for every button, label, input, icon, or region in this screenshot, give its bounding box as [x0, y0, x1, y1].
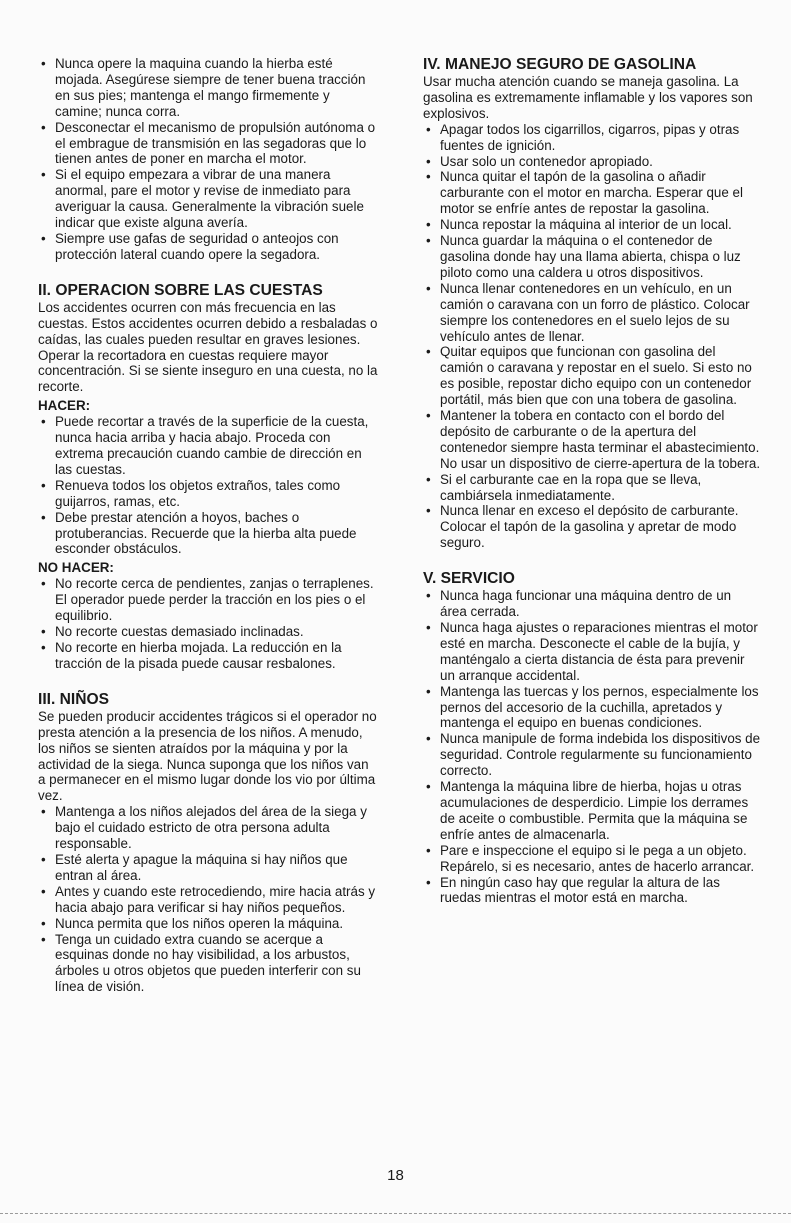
dont-list: [38, 576, 378, 671]
service-list: [423, 588, 761, 906]
list-item: • Pare e inspeccione el equipo si le pega a un objeto. Repárelo, si es necesario, antes de hacerlo arrancar.: [423, 843, 761, 875]
list-item: • Nunca haga ajustes o reparaciones mientras el motor esté en marcha. Desconecte el cable de la bujía, y manténgalo a cierta distancia de ésta para prevenir un arranque accidental.: [423, 620, 761, 684]
list-item: • Tenga un cuidado extra cuando se acerque a esquinas donde no hay visibilidad, a los arbustos, árboles u otros objetos que pueden interferir con su línea de visión.: [38, 932, 378, 996]
section-title-fuel: IV. MANEJO SEGURO DE GASOLINA: [423, 56, 697, 73]
list-item: • No recorte en hierba mojada. La reducción en la tracción de la pisada puede causar resbalones.: [38, 640, 378, 672]
list-item: • Siempre use gafas de seguridad o anteojos con protección lateral cuando opere la segadora.: [38, 231, 378, 263]
section-title-children: III. NIÑOS: [38, 690, 110, 708]
children-list: [38, 804, 378, 995]
right-column: [423, 56, 761, 906]
left-column: [38, 56, 378, 995]
section-text: Se pueden producir accidentes trágicos si el operador no presta atención a la presencia de los niños. A menudo, los niños se sienten atraídos por la máquina y por la actividad de la siega. Nunca suponga que los niños van a permanecer en el mismo lugar donde los vio por última vez.: [38, 708, 377, 804]
section-title-service: V. SERVICIO: [423, 570, 515, 588]
list-item: • Mantenga la máquina libre de hierba, hojas u otras acumulaciones de desperdicio. Limpie los derrames de aceite o combustible. Permita que la máquina se enfríe antes de almacenarla.: [423, 779, 761, 843]
fuel-list: [423, 122, 761, 551]
list-item: • Nunca manipule de forma indebida los dispositivos de seguridad. Controle regularmente su funcionamiento correcto.: [423, 731, 761, 779]
list-item: • Esté alerta y apague la máquina si hay niños que entran al área.: [38, 852, 378, 884]
list-item: • En ningún caso hay que regular la altura de las ruedas mientras el motor está en marcha.: [423, 875, 761, 907]
list-item: • Mantenga a los niños alejados del área de la siega y bajo el cuidado estricto de otra persona adulta responsable.: [38, 804, 378, 852]
list-item: • Renueva todos los objetos extraños, tales como guijarros, ramas, etc.: [38, 478, 378, 510]
list-item: • Nunca haga funcionar una máquina dentro de un área cerrada.: [423, 588, 761, 620]
list-item: • Apagar todos los cigarrillos, cigarros, pipas y otras fuentes de ignición.: [423, 122, 761, 154]
do-list: [38, 414, 378, 557]
page-number: 18: [387, 1167, 404, 1184]
list-item: • Nunca guardar la máquina o el contenedor de gasolina donde hay una llama abierta, chispa o luz piloto como una caldera u otros dispositivos.: [423, 233, 761, 281]
list-item: • Antes y cuando este retrocediendo, mire hacia atrás y hacia abajo para verificar si hay niños pequeños.: [38, 884, 378, 916]
dont-heading: NO HACER:: [38, 560, 114, 576]
do-heading: HACER:: [38, 398, 91, 414]
list-item: • Quitar equipos que funcionan con gasolina del camión o caravana y repostar en el suelo. Si esto no es posible, repostar dicho equipo con un contenedor portátil, más bien que con una tobera de gasolina.: [423, 344, 761, 408]
list-item: • Nunca quitar el tapón de la gasolina o añadir carburante con el motor en marcha. Esperar que el motor se enfríe antes de repostar la gasolina.: [423, 169, 761, 217]
list-item: • Desconectar el mecanismo de propulsión autónoma o el embrague de transmisión en las segadoras que lo tienen antes de poner en marcha el motor.: [38, 120, 378, 168]
section-text: Usar mucha atención cuando se maneja gasolina. La gasolina es extremamente inflamable y los vapores son explosivos.: [423, 74, 753, 121]
intro-list: [38, 56, 378, 263]
section-title-slopes: II. OPERACION SOBRE LAS CUESTAS: [38, 281, 323, 299]
list-item: • No recorte cerca de pendientes, zanjas o terraplenes. El operador puede perder la tracción en los pies o el equilibrio.: [38, 576, 378, 624]
list-item: • Si el equipo empezara a vibrar de una manera anormal, pare el motor y revise de inmediato para averiguar la causa. Generalmente la vibración suele indicar que existe alguna avería.: [38, 167, 378, 231]
bottom-divider: [0, 1213, 791, 1214]
list-item: • Nunca opere la maquina cuando la hierba esté mojada. Asegúrese siempre de tener buena tracción en sus pies; mantenga el mango firmemente y camine; nunca corra.: [38, 56, 378, 120]
list-item: • Puede recortar a través de la superficie de la cuesta, nunca hacia arriba y hacia abajo. Proceda con extrema precaución cuando cambie de dirección en las cuestas.: [38, 414, 378, 478]
list-item: • Mantener la tobera en contacto con el bordo del depósito de carburante o de la apertura del contenedor siempre hasta terminar el abastecimiento. No usar un dispositivo de cierre-apertura de la tobera.: [423, 408, 761, 472]
list-item: • Usar solo un contenedor apropiado.: [423, 154, 761, 170]
list-item: • Si el carburante cae en la ropa que se lleva, cambiársela inmediatamente.: [423, 472, 761, 504]
list-item: • No recorte cuestas demasiado inclinadas.: [38, 624, 378, 640]
list-item: • Nunca permita que los niños operen la máquina.: [38, 916, 378, 932]
section-text: Los accidentes ocurren con más frecuencia en las cuestas. Estos accidentes ocurren debido a resbaladas o caídas, las cuales pueden resultar en graves lesiones. Operar la recortadora en cuestas requiere mayor concentración. Si se siente inseguro en una cuesta, no la recorte.: [38, 299, 378, 395]
list-item: • Nunca repostar la máquina al interior de un local.: [423, 217, 761, 233]
list-item: • Debe prestar atención a hoyos, baches o protuberancias. Recuerde que la hierba alta puede esconder obstáculos.: [38, 510, 378, 558]
list-item: • Nunca llenar contenedores en un vehículo, en un camión o caravana con un forro de plástico. Colocar siempre los contenedores en el suelo lejos de su vehículo antes de llenar.: [423, 281, 761, 345]
list-item: • Mantenga las tuercas y los pernos, especialmente los pernos del accesorio de la cuchilla, apretados y mantenga el equipo en buenas condiciones.: [423, 684, 761, 732]
list-item: • Nunca llenar en exceso el depósito de carburante. Colocar el tapón de la gasolina y apretar de modo seguro.: [423, 503, 761, 551]
